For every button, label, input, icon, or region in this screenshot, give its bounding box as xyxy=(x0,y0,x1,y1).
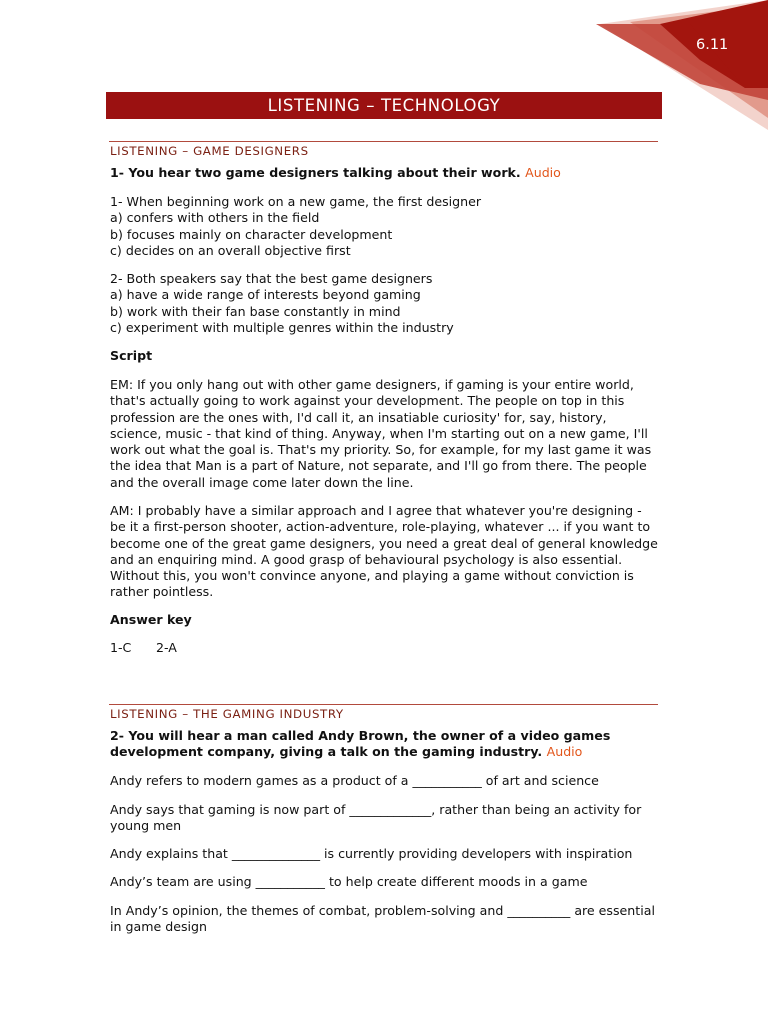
option-a: a) confers with others in the field xyxy=(110,210,320,226)
answer-key-heading: Answer key xyxy=(110,612,192,627)
script-am-paragraph: AM: I probably have a similar approach and I agree that whatever you're designing - be it a first-person shooter, action-adventure, role-playing, whatever ... if you want to become one of the great game designers, you need a great deal of general knowledge and an enquiring mind. A good grasp of behavioural psychology is also essential. Without this, you won't convince anyone, and playing a game without conviction is rather pointless. xyxy=(110,503,658,600)
section-divider xyxy=(109,141,658,142)
option-b: b) work with their fan base constantly in mind xyxy=(110,303,401,319)
question-2 xyxy=(110,271,660,336)
page-number: 6.11 xyxy=(696,37,729,53)
section-title-gaming-industry: LISTENING – THE GAMING INDUSTRY xyxy=(110,707,344,721)
instruction-punct: . xyxy=(537,744,547,760)
option-b: b) focuses mainly on character development xyxy=(110,226,393,242)
gap-fill-item-3: Andy explains that ______________ is currently providing developers with inspiration xyxy=(110,846,633,861)
option-c: c) decides on an overall objective first xyxy=(110,242,351,258)
gap-fill-item-5: In Andy’s opinion, the themes of combat, problem-solving and __________ are essential in game design xyxy=(110,903,655,935)
option-a: a) have a wide range of interests beyond gaming xyxy=(110,287,421,303)
section-title-game-designers: LISTENING – GAME DESIGNERS xyxy=(110,144,309,158)
question-1 xyxy=(110,194,660,259)
audio-link-1[interactable]: Audio xyxy=(525,165,561,180)
instruction-punct: . xyxy=(515,165,526,180)
audio-link-2[interactable]: Audio xyxy=(546,744,583,760)
answer-2: 2-A xyxy=(156,640,177,655)
instruction-1 xyxy=(110,165,660,181)
section-divider xyxy=(109,704,658,705)
instruction-text: 2- You will hear a man called Andy Brown, the owner of a video games development company, giving a talk on the gaming industry xyxy=(110,728,611,760)
gap-fill-item-4: Andy’s team are using ___________ to help create different moods in a game xyxy=(110,874,588,889)
script-em-paragraph: EM: If you only hang out with other game designers, if gaming is your entire world, that's actually going to work against your development. The people on top in this profession are the ones with, I'd call it, an insatiable curiosity' for, say, history, science, music - that kind of thing. Anyway, when I'm starting out on a new game, I'll work out what the goal is. That's my priority. So, for example, for my last game it was the idea that Man is a part of Nature, not separate, and I'll go from there. The people and the overall image come later down the line. xyxy=(110,377,652,490)
gap-fill-item-2: Andy says that gaming is now part of _____________, rather than being an activity for young men xyxy=(110,802,642,834)
answer-key xyxy=(110,640,660,656)
script-heading: Script xyxy=(110,348,153,363)
answer-1: 1-C xyxy=(110,640,132,655)
page-title-banner: LISTENING – TECHNOLOGY xyxy=(106,92,662,119)
gap-fill-item-1: Andy refers to modern games as a product of a ___________ of art and science xyxy=(110,773,599,788)
instruction-text: 1- You hear two game designers talking about their work xyxy=(110,165,516,180)
question-stem: 1- When beginning work on a new game, the first designer xyxy=(110,194,482,209)
question-stem: 2- Both speakers say that the best game designers xyxy=(110,271,433,286)
instruction-2 xyxy=(110,728,660,761)
option-c: c) experiment with multiple genres within the industry xyxy=(110,319,454,335)
